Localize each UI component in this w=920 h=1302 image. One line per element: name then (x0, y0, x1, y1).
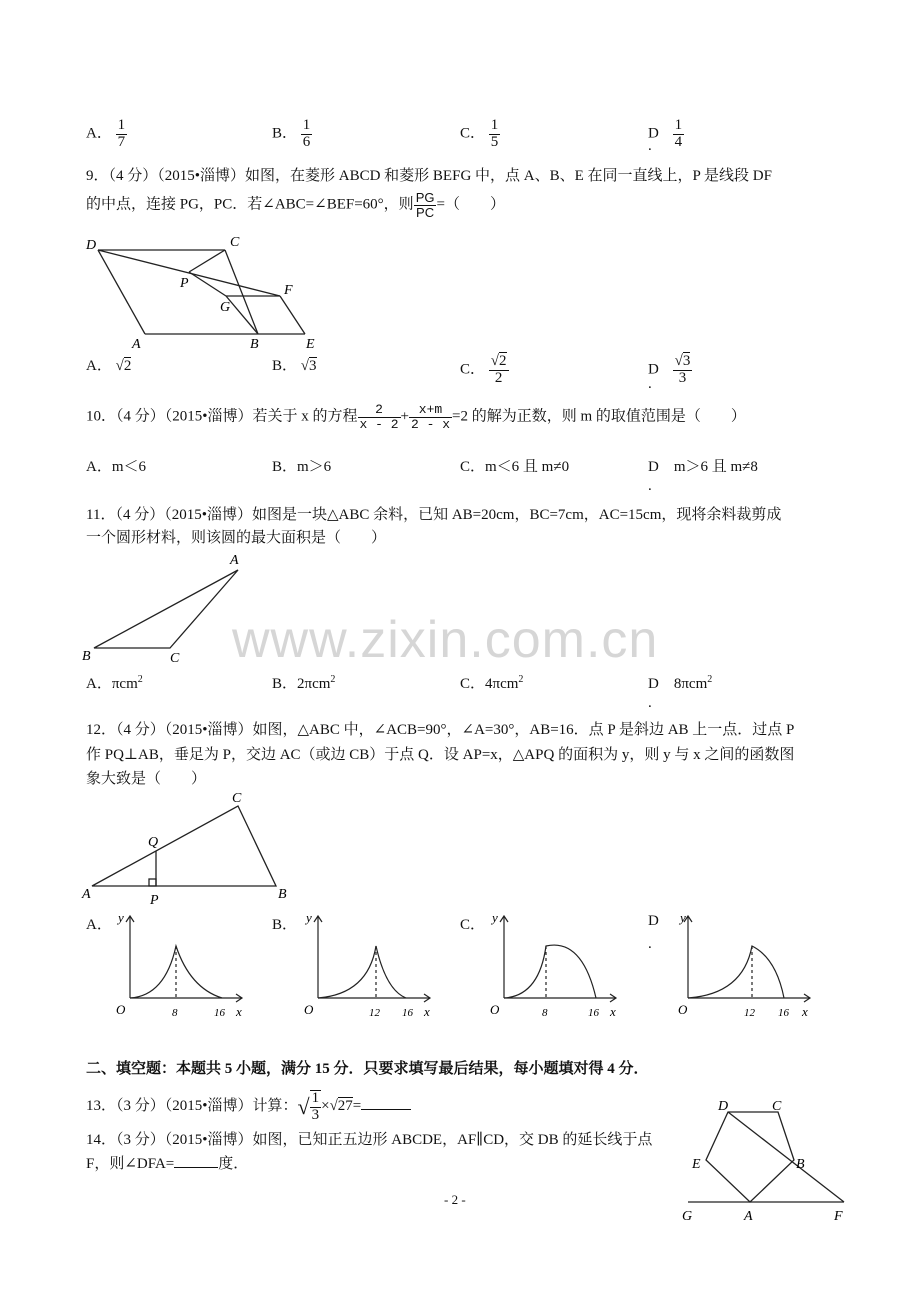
q9-line1: 9．（4 分）（2015•淄博）如图，在菱形 ABCD 和菱形 BEFG 中，点 A、B、E 在同一直线上，P 是线段 DF (86, 168, 772, 184)
q11-line2: 一个圆形材料，则该圆的最大面积是（ ） (86, 530, 387, 546)
label-g: G (682, 1209, 693, 1224)
q8-option-a[interactable] (86, 118, 127, 151)
q12-option-a-label[interactable]: A． (86, 917, 112, 933)
label-a: A (230, 553, 239, 568)
answer-blank[interactable] (174, 1153, 218, 1168)
q11-option-d[interactable] (648, 672, 712, 693)
q13-stem (86, 1090, 411, 1124)
superscript: 2 (707, 674, 713, 685)
option-text: D 8πcm (648, 676, 708, 692)
answer-blank[interactable] (361, 1095, 411, 1110)
option-label: D (648, 125, 659, 142)
section-heading: 二、填空题：本题共 5 小题，满分 15 分．只要求填写最后结果，每小题填对得 4 分． (86, 1061, 649, 1077)
label-e: E (692, 1157, 701, 1172)
label-c: C (230, 235, 240, 250)
fraction: $\frac{√3}{3}$ (674, 353, 691, 386)
option-label: B． (272, 358, 298, 374)
q13-fraction: $\frac{1}{3}$ (311, 1090, 320, 1123)
q12-graph-c (484, 908, 624, 1026)
label-a: A (132, 337, 141, 352)
watermark: www.zixin.com.cn (232, 611, 659, 669)
q12-line3: 象大致是（ ） (86, 771, 207, 787)
q12-figure (80, 788, 300, 910)
plus-sign: + (400, 408, 409, 425)
y-axis-label: y (680, 910, 686, 925)
page-number: - 2 - (444, 1192, 466, 1207)
sqrt: √2 (115, 358, 132, 374)
y-axis-label: y (118, 910, 124, 925)
tick-label: 16 (402, 1007, 413, 1019)
q9-option-b[interactable] (272, 354, 317, 375)
superscript: 2 (330, 674, 336, 685)
q9-line2 (86, 191, 505, 219)
q14-text-end: 度． (218, 1156, 249, 1172)
q8-option-b[interactable] (272, 118, 312, 151)
y-axis-label: y (306, 910, 312, 925)
option-dot: . (648, 138, 652, 154)
label-c: C (772, 1099, 782, 1114)
label-e: E (306, 337, 315, 352)
option-dot: . (648, 376, 652, 392)
q12-graph-b (298, 908, 438, 1026)
q11-figure (80, 548, 260, 668)
q9-line2-text: 的中点，连接 PG，PC．若∠ABC=∠BEF=60°，则 (86, 196, 414, 213)
superscript: 2 (518, 674, 524, 685)
option-text: C．4πcm (460, 676, 519, 692)
q10-fraction-1: $\frac{2}{x - 2}$ (359, 402, 399, 432)
origin-label: O (678, 1002, 688, 1017)
label-a: A (82, 887, 91, 902)
q9-option-d[interactable] (648, 353, 692, 392)
q11-option-a[interactable] (86, 672, 143, 693)
q10-stem (86, 403, 746, 431)
q12-graph-a (110, 908, 250, 1026)
x-axis-label: x (424, 1004, 430, 1019)
q10-option-c[interactable]: C．m＜6 且 m≠0 (460, 459, 570, 475)
label-b: B (250, 337, 259, 352)
option-label: A． (86, 358, 112, 374)
tick-label: 16 (214, 1007, 225, 1019)
q12-graph-d (668, 908, 818, 1026)
fraction: $\frac{1}{6}$ (302, 117, 311, 150)
tick-label: 12 (744, 1007, 755, 1019)
fraction: $\frac{1}{5}$ (490, 117, 499, 150)
fraction: $\frac{1}{7}$ (117, 117, 126, 150)
q9-option-c[interactable] (460, 354, 509, 387)
label-c: C (170, 651, 180, 666)
label-c: C (232, 791, 242, 806)
tick-label: 16 (778, 1007, 789, 1019)
q10-text-end: =2 的解为正数，则 m 的取值范围是（ ） (452, 408, 746, 425)
label-b: B (278, 887, 287, 902)
q14-line2 (86, 1152, 248, 1173)
label-b: B (82, 649, 91, 664)
q10-option-d[interactable]: D m＞6 且 m≠8 (648, 459, 758, 475)
label-d: D (718, 1099, 729, 1114)
q9-figure (80, 232, 340, 352)
option-label: C． (460, 361, 486, 378)
q11-line1: 11．（4 分）（2015•淄博）如图是一块△ABC 余料，已知 AB=20cm，BC=7cm，AC=15cm，现将余料裁剪成 (86, 507, 782, 523)
q14-line1: 14．（3 分）（2015•淄博）如图，已知正五边形 ABCDE，AF∥CD，交 DB 的延长线于点 (86, 1132, 653, 1148)
origin-label: O (490, 1002, 500, 1017)
superscript: 2 (137, 674, 143, 685)
option-dot: . (648, 478, 652, 494)
option-label: C． (460, 125, 486, 142)
option-label: B． (272, 125, 298, 142)
times-sign: × (321, 1098, 330, 1115)
label-p: P (180, 276, 189, 291)
x-axis-label: x (802, 1004, 808, 1019)
q8-option-d[interactable] (648, 117, 684, 154)
x-axis-label: x (236, 1004, 242, 1019)
label-p: P (150, 893, 159, 908)
sqrt: √3 (300, 358, 317, 374)
q13-radical-2: √27 (329, 1098, 353, 1115)
y-axis-label: y (492, 910, 498, 925)
option-label: A． (86, 125, 112, 142)
q10-option-a[interactable]: A．m＜6 (86, 459, 147, 475)
q9-answer-paren: =（ ） (436, 196, 505, 213)
tick-label: 8 (542, 1007, 548, 1019)
option-label: D (648, 361, 659, 378)
q11-option-c[interactable] (460, 672, 523, 693)
q10-text: 10．（4 分）（2015•淄博）若关于 x 的方程 (86, 408, 358, 425)
option-dot: . (648, 936, 652, 952)
q12-option-c-label[interactable]: C． (460, 917, 486, 933)
label-d: D (86, 238, 97, 253)
equals-sign: = (352, 1098, 362, 1115)
origin-label: O (304, 1002, 314, 1017)
q8-option-c[interactable] (460, 118, 500, 151)
label-q: Q (148, 835, 159, 850)
fraction: $\frac{1}{4}$ (674, 117, 683, 150)
q14-figure (680, 1098, 860, 1228)
q12-line2: 作 PQ⊥AB，垂足为 P，交边 AC（或边 CB）于点 Q．设 AP=x，△APQ 的面积为 y，则 y 与 x 之间的函数图 (86, 747, 795, 763)
tick-label: 16 (588, 1007, 599, 1019)
option-dot: . (648, 695, 652, 711)
label-f: F (834, 1209, 843, 1224)
label-a: A (744, 1209, 753, 1224)
fraction: $\frac{√2}{2}$ (490, 353, 507, 386)
q11-option-b[interactable] (272, 672, 335, 693)
q14-text: F，则∠DFA= (86, 1156, 175, 1172)
label-f: F (284, 283, 293, 298)
origin-label: O (116, 1002, 126, 1017)
q12-option-b-label[interactable]: B． (272, 917, 298, 933)
q10-fraction-2: $\frac{x+m}{2 - x}$ (411, 402, 451, 432)
tick-label: 12 (369, 1007, 380, 1019)
label-b: B (796, 1157, 805, 1172)
q13-text: 13．（3 分）（2015•淄博）计算： (86, 1098, 298, 1115)
q13-radical: √ (297, 1093, 310, 1119)
q12-option-d-label[interactable]: D (648, 913, 659, 929)
x-axis-label: x (610, 1004, 616, 1019)
option-text: B．2πcm (272, 676, 331, 692)
q10-option-b[interactable]: B．m＞6 (272, 459, 332, 475)
tick-label: 8 (172, 1007, 178, 1019)
label-g: G (220, 300, 231, 315)
q9-fraction: $\frac{PG}{PC}$ (415, 190, 435, 220)
q12-line1: 12．（4 分）（2015•淄博）如图，△ABC 中，∠ACB=90°，∠A=30°，AB=16．点 P 是斜边 AB 上一点．过点 P (86, 722, 795, 738)
q9-option-a[interactable] (86, 354, 131, 375)
option-text: A．πcm (86, 676, 138, 692)
